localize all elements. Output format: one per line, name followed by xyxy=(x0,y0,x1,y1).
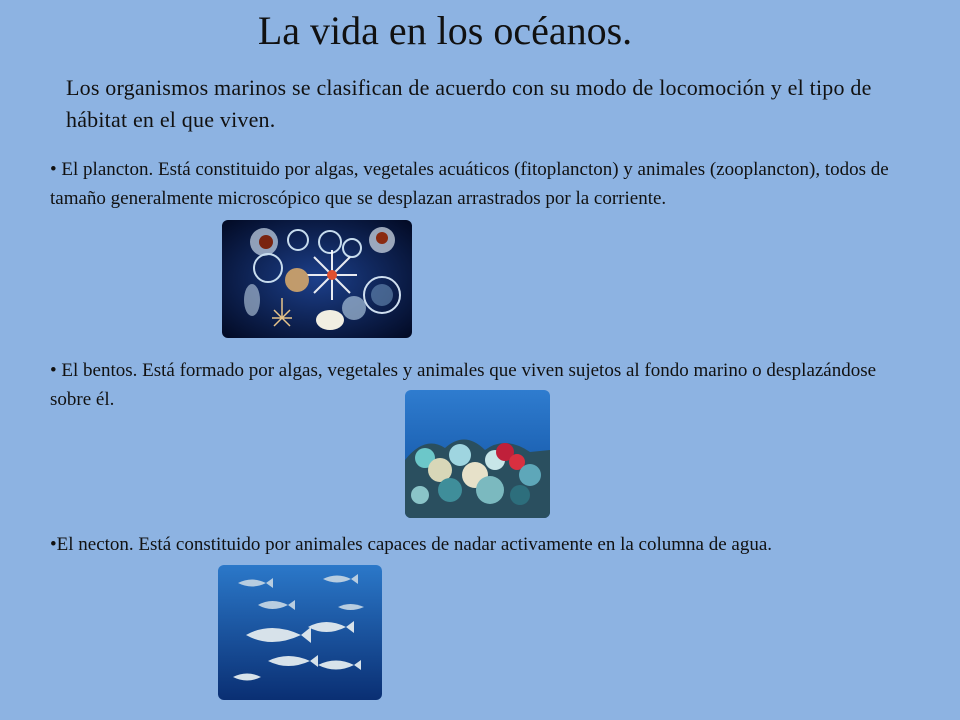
bentos-image xyxy=(405,390,550,518)
necton-image xyxy=(218,565,382,700)
necton-paragraph: •El necton. Está constituido por animales capaces de nadar activamente en la columna de agua. xyxy=(50,534,773,555)
plancton-paragraph: • El plancton. Está constituido por algas, vegetales acuáticos (fitoplancton) y animales (zooplancton), todos de tamaño generalmente microscópico que se desplazan arrastrados por la corriente. xyxy=(50,159,889,209)
intro-text: Los organismos marinos se clasifican de acuerdo con su modo de locomoción y el tipo de hábitat en el que viven. xyxy=(66,75,872,132)
slide-title: La vida en los océanos. xyxy=(257,8,633,53)
plancton-image xyxy=(222,220,412,338)
bentos-paragraph: • El bentos. Está formado por algas, vegetales y animales que viven sujetos al fondo marino o desplazándose sobre él. xyxy=(50,360,877,410)
